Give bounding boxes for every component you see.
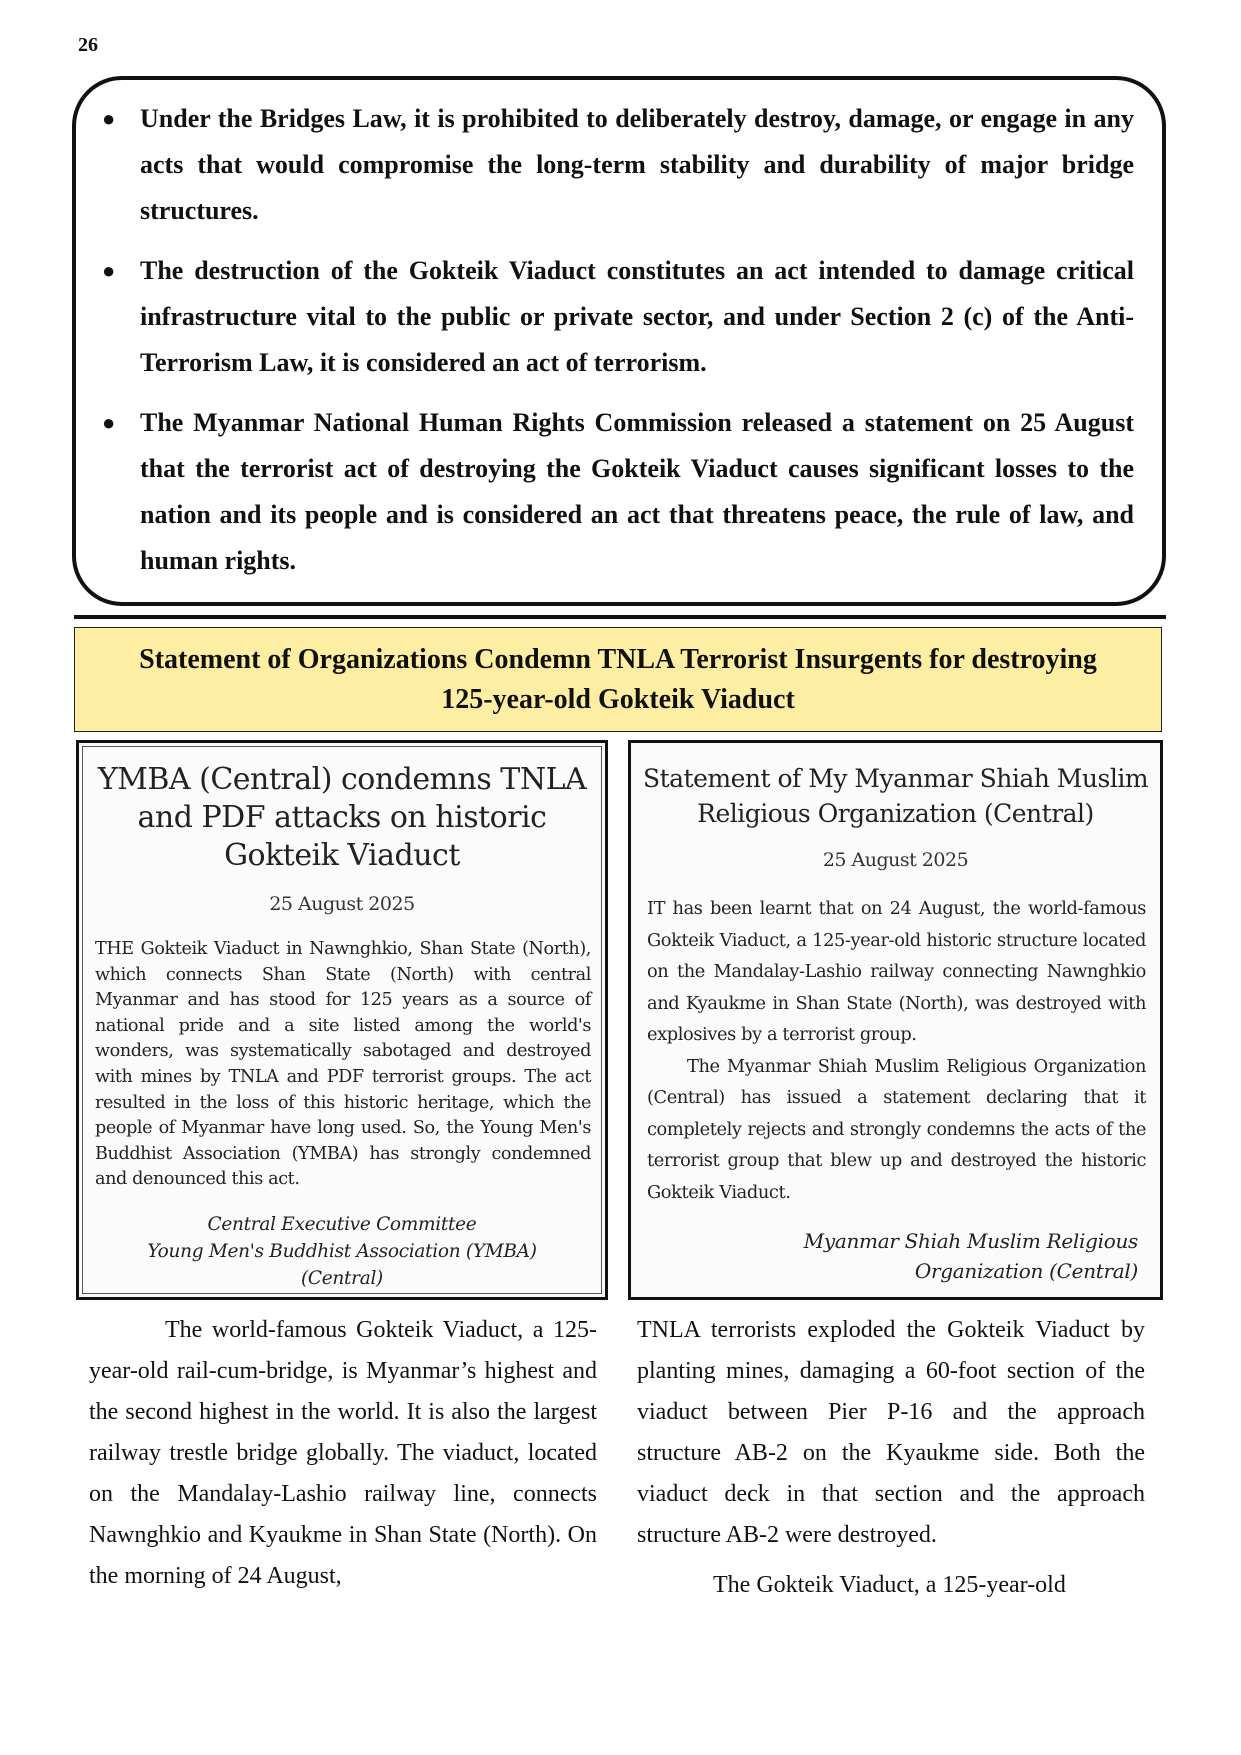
article-paragraph: TNLA terrorists exploded the Gokteik Viaduct by planting mines, damaging a 60-foot section of the viaduct between Pier P-16 and the approach structure AB-2 on the Kyaukme side. Both the viaduct deck in that section and the approach structure AB-2 were destroyed. [637, 1317, 1145, 1548]
clipping-signature [79, 1211, 605, 1292]
key-point-text: The Myanmar National Human Rights Commission released a statement on 25 August that the terrorist act of destroying the Gokteik Viaduct causes significant losses to the nation and its people and is considered an act that threatens peace, the rule of law, and human rights. [140, 408, 1134, 575]
section-heading [74, 627, 1162, 732]
bullet-icon: ● [102, 258, 116, 283]
clipping-body [79, 937, 605, 1193]
clipping-title [79, 761, 605, 875]
clipping-title-line: Religious Organization (Central) [697, 799, 1094, 828]
article-paragraph: The world-famous Gokteik Viaduct, a 125-year-old rail-cum-bridge, is Myanmar’s highest and the second highest in the world. It is also the largest railway trestle bridge globally. The viaduct, located on the Mandalay-Lashio railway line, connects Nawnghkio and Kyaukme in Shan State (North). On the morning of 24 August, [89, 1317, 597, 1589]
article-paragraph: The Gokteik Viaduct, a 125-year-old [713, 1572, 1066, 1598]
key-point-item [76, 248, 1162, 386]
article-column-left [89, 1310, 597, 1597]
clipping-paragraph: IT has been learnt that on 24 August, the world-famous Gokteik Viaduct, a 125-year-old historic structure located on the Mandalay-Lashio railway connecting Nawnghkio and Kyaukme in Shan State (North), was destroyed with explosives by a terrorist group. [647, 898, 1146, 1045]
clipping-date: 25 August 2025 [822, 849, 969, 871]
signature-line: Organization (Central) [914, 1259, 1138, 1283]
key-point-item [76, 400, 1162, 584]
signature-line: Myanmar Shiah Muslim Religious [803, 1229, 1138, 1253]
signature-line: (Central) [301, 1267, 383, 1289]
key-point-text: Under the Bridges Law, it is prohibited to deliberately destroy, damage, or engage in any acts that would compromise the long-term stability and durability of major bridge structures. [140, 104, 1134, 225]
clipping-title-line: and PDF attacks on historic [137, 800, 547, 835]
section-heading-line-1: Statement of Organizations Condemn TNLA Terrorist Insurgents for destroying [139, 643, 1097, 675]
bullet-icon: ● [102, 106, 116, 131]
signature-line: Central Executive Committee [207, 1213, 477, 1235]
article-column-right [637, 1310, 1145, 1606]
clipping-paragraph: The Myanmar Shiah Muslim Religious Organization (Central) has issued a statement declaring that it completely rejects and strongly condemns the acts of the terrorist group that blew up and destroyed the historic Gokteik Viaduct. [647, 1055, 1146, 1203]
clipping-body [631, 893, 1160, 1208]
clipping-title-line: YMBA (Central) condemns TNLA [97, 762, 587, 797]
key-points-list [76, 96, 1162, 598]
key-point-item [76, 96, 1162, 234]
bullet-icon: ● [102, 410, 116, 435]
page-number: 26 [78, 34, 98, 56]
key-points-box [72, 76, 1166, 606]
section-divider [74, 615, 1166, 619]
clipping-title-line: Statement of My Myanmar Shiah Muslim [642, 764, 1149, 793]
clipping-title [631, 761, 1160, 831]
clipping-date: 25 August 2025 [269, 893, 415, 915]
clipping-signature [631, 1226, 1160, 1286]
key-point-text: The destruction of the Gokteik Viaduct constitutes an act intended to damage critical infrastructure vital to the public or private sector, and under Section 2 (c) of the Anti-Terrorism Law, it is considered an act of terrorism. [140, 256, 1134, 377]
ymba-statement-clipping [76, 740, 608, 1300]
clipping-title-line: Gokteik Viaduct [224, 838, 460, 873]
clipping-paragraph: THE Gokteik Viaduct in Nawnghkio, Shan State (North), which connects Shan State (North) with central Myanmar and has stood for 125 years as a source of national pride and a site listed among the world's wonders, was systematically sabotaged and destroyed with mines by TNLA and PDF terrorist groups. The act resulted in the loss of this historic heritage, which the people of Myanmar have long used. So, the Young Men's Buddhist Association (YMBA) has strongly condemned and denounced this act. [95, 939, 591, 1190]
signature-line: Young Men's Buddhist Association (YMBA) [147, 1240, 537, 1262]
section-heading-line-2: 125-year-old Gokteik Viaduct [441, 683, 795, 715]
shiah-muslim-statement-clipping [628, 740, 1163, 1300]
